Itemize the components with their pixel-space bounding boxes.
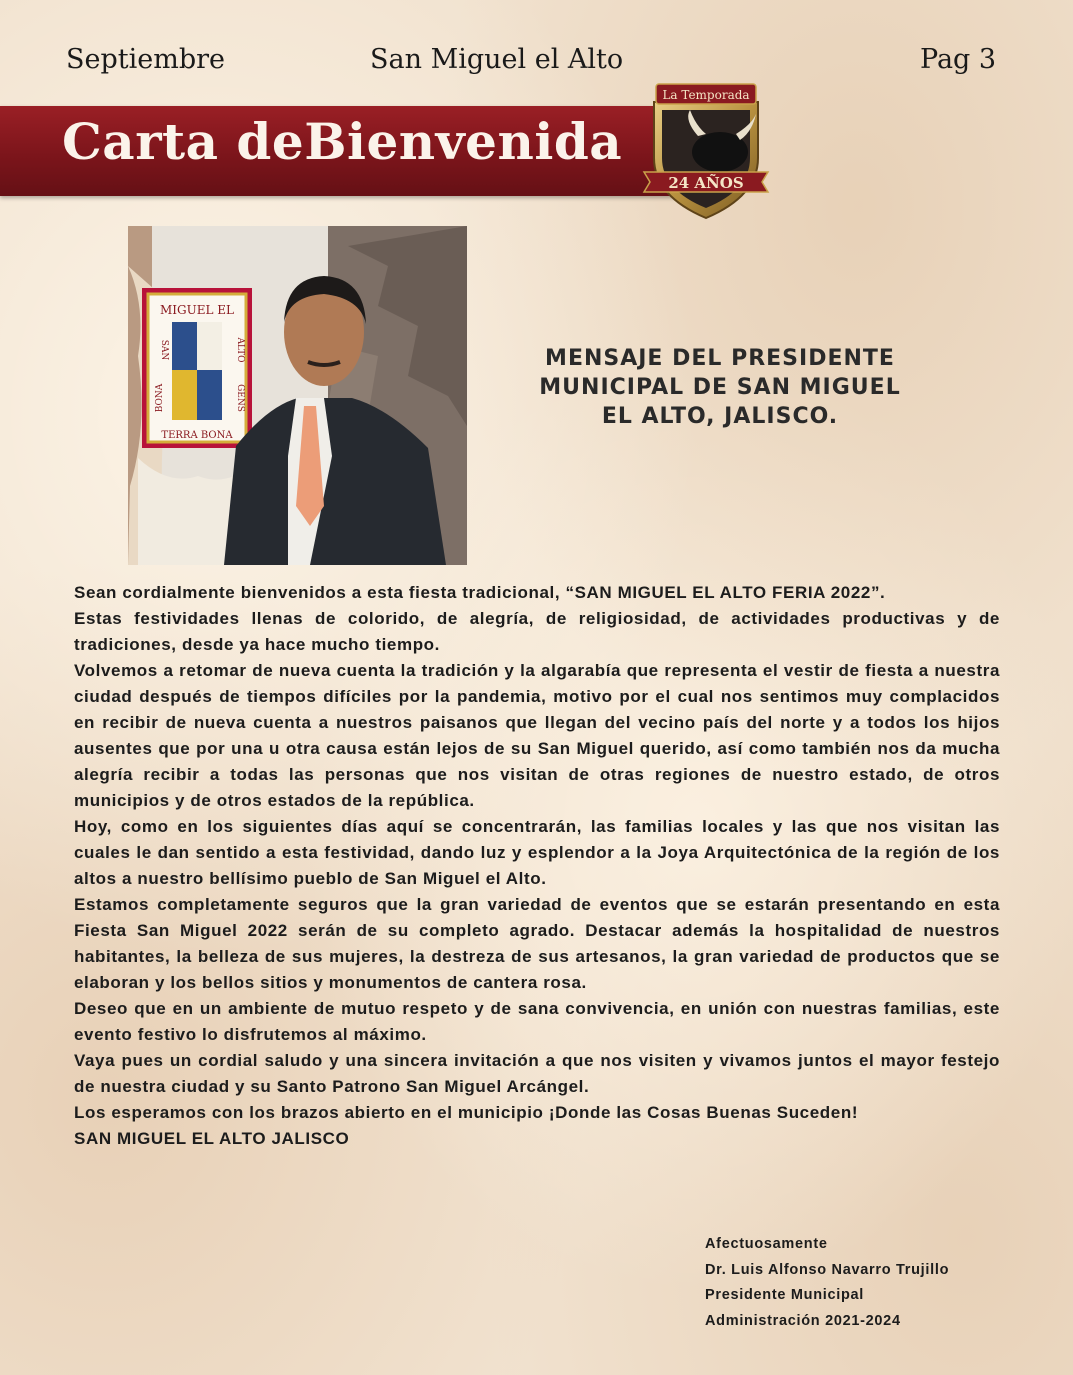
- signature-term: Administración 2021-2024: [705, 1312, 901, 1329]
- logo-bottom-text: 24 AÑOS: [668, 174, 744, 192]
- paragraph: Estamos completamente seguros que la gran variedad de eventos que se estarán presentando en esta Fiesta San Miguel 2022 serán de su completo agrado. Destacar además la hospitalidad de nuestros habitantes, la belleza de sus mujeres, la destreza de sus artesanos, la gran variedad de productos que se elaboran y los bellos sitios y monumentos de cantera rosa.: [74, 895, 1000, 992]
- signature-closing: Afectuosamente: [705, 1236, 828, 1252]
- crest-left-text: SAN: [159, 339, 169, 361]
- header-page-number: Pag 3: [920, 44, 997, 75]
- welcome-letter-body: [74, 580, 1000, 1152]
- paragraph: SAN MIGUEL EL ALTO JALISCO: [74, 1129, 350, 1148]
- bull-head-shield-icon: [640, 80, 772, 222]
- paragraph: Sean cordialmente bienvenidos a esta fiesta tradicional, “SAN MIGUEL EL ALTO FERIA 2022”.: [74, 583, 886, 602]
- header-month: Septiembre: [66, 44, 225, 75]
- crest-right-lower-text: GENS: [235, 384, 245, 412]
- paragraph: Deseo que en un ambiente de mutuo respeto y de sana convivencia, en unión con nuestras familias, este evento festivo lo disfrutemos al máximo.: [74, 999, 1000, 1044]
- signature-block: [705, 1232, 949, 1334]
- crest-right-text: ALTO: [235, 337, 245, 363]
- paragraph: Volvemos a retomar de nueva cuenta la tradición y la algarabía que representa el vestir de fiesta a nuestra ciudad después de tiempos difíciles por la pandemia, motivo por el cual nos sentimos muy complacidos en recibir de nueva cuenta a nuestros paisanos que llegan del vecino país del norte y a todos los hijos ausentes que por una u otra causa están lejos de su San Miguel querido, así como también nos da mucha alegría recibir a todas las personas que nos visitan de otras regiones de nuestro estado, de otros municipios y de otros estados de la república.: [74, 661, 1000, 810]
- crest-bottom-text: TERRA BONA: [161, 430, 233, 441]
- logo-top-text: La Temporada: [662, 88, 750, 102]
- paragraph: Hoy, como en los siguientes días aquí se concentrarán, las familias locales y las que nos visitan las cuales le dan sentido a esta festividad, dando luz y esplendor a la Joya Arquitectónica de la región de los altos a nuestro bellísimo pueblo de San Miguel el Alto.: [74, 817, 1000, 888]
- portrait-illustration: [128, 226, 467, 565]
- paragraph: Estas festividades llenas de colorido, de alegría, de religiosidad, de actividades productivas y de tradiciones, desde ya hace mucho tiempo.: [74, 609, 1000, 654]
- header-town: San Miguel el Alto: [370, 44, 624, 75]
- message-heading: MENSAJE DEL PRESIDENTE MUNICIPAL DE SAN MIGUEL EL ALTO, JALISCO.: [539, 346, 901, 429]
- paragraph: Vaya pues un cordial saludo y una sincera invitación a que nos visiten y vivamos juntos el mayor festejo de nuestra ciudad y su Santo Patrono San Miguel Arcángel.: [74, 1051, 1000, 1096]
- crest-left-lower-text: BONA: [155, 383, 165, 413]
- mayor-portrait-photo: [128, 226, 467, 565]
- signature-name: Dr. Luis Alfonso Navarro Trujillo: [705, 1261, 950, 1278]
- paragraph: Los esperamos con los brazos abierto en el municipio ¡Donde las Cosas Buenas Suceden!: [74, 1103, 859, 1122]
- signature-role: Presidente Municipal: [705, 1287, 865, 1303]
- page-title: Carta deBienvenida: [62, 112, 623, 171]
- crest-top-text: MIGUEL EL: [160, 303, 234, 317]
